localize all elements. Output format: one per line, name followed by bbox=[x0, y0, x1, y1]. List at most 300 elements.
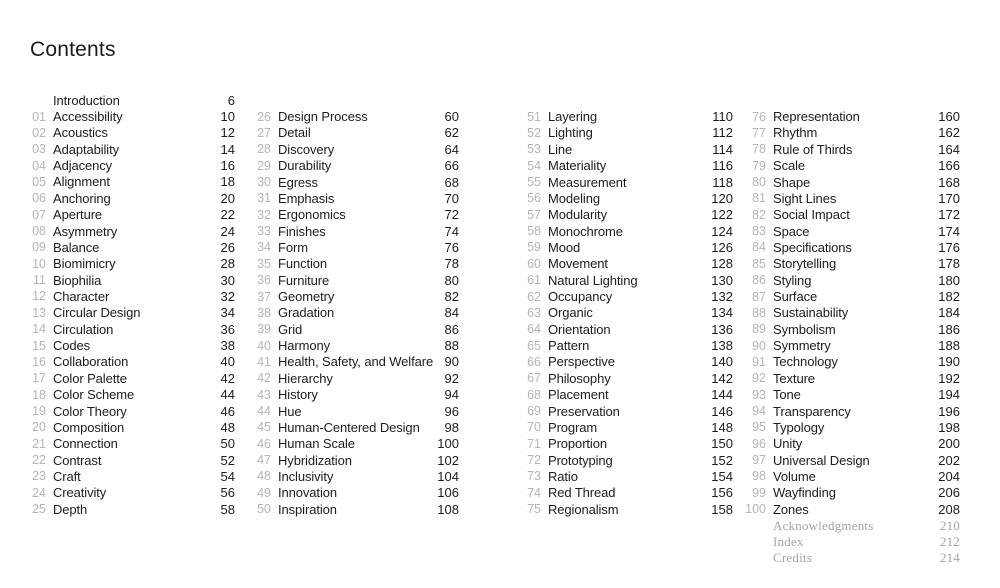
entry-title: Color Scheme bbox=[53, 387, 135, 403]
entry-title: Hierarchy bbox=[278, 370, 333, 386]
entry-title: Volume bbox=[773, 468, 816, 484]
entry-title: Composition bbox=[53, 419, 125, 435]
entry-title: Connection bbox=[53, 436, 118, 452]
entry-number: 77 bbox=[752, 125, 766, 140]
entry-page: 106 bbox=[437, 485, 459, 501]
entry-number: 92 bbox=[752, 371, 766, 386]
toc-row bbox=[523, 485, 733, 501]
entry-page: 166 bbox=[938, 158, 960, 174]
entry-number: 35 bbox=[257, 256, 271, 271]
entry-number: 12 bbox=[32, 289, 46, 304]
toc-row bbox=[523, 305, 733, 321]
entry-page: 188 bbox=[938, 338, 960, 354]
entry-number: 49 bbox=[257, 485, 271, 500]
entry-number: 70 bbox=[527, 420, 541, 435]
entry-number: 63 bbox=[527, 305, 541, 320]
toc-row bbox=[523, 207, 733, 223]
entry-page: 152 bbox=[711, 452, 733, 468]
entry-number: 19 bbox=[32, 404, 46, 418]
entry-title: Ratio bbox=[548, 468, 578, 484]
entry-title: Tone bbox=[773, 387, 801, 403]
entry-page: 42 bbox=[220, 370, 235, 386]
entry-number: 98 bbox=[752, 469, 766, 484]
entry-number: 44 bbox=[257, 404, 271, 419]
entry-title: Gradation bbox=[278, 305, 335, 321]
toc-row bbox=[28, 288, 235, 304]
entry-number: 48 bbox=[257, 469, 271, 484]
entry-title: Modularity bbox=[548, 207, 607, 223]
entry-title: Symbolism bbox=[773, 321, 836, 337]
toc-row bbox=[28, 337, 235, 353]
toc-row bbox=[28, 141, 235, 157]
entry-page: 182 bbox=[938, 289, 960, 305]
entry-title: Asymmetry bbox=[53, 223, 118, 239]
toc-row bbox=[28, 223, 235, 239]
entry-page: 86 bbox=[444, 321, 459, 337]
entry-number: 11 bbox=[33, 273, 46, 288]
toc-row bbox=[28, 386, 235, 402]
entry-page: 168 bbox=[938, 174, 960, 190]
toc-row bbox=[523, 403, 733, 419]
entry-page: 190 bbox=[938, 354, 960, 370]
toc-row bbox=[748, 207, 960, 223]
toc-row bbox=[523, 419, 733, 435]
entry-title: Accessibility bbox=[53, 109, 123, 125]
entry-page: 100 bbox=[437, 436, 459, 452]
entry-page: 120 bbox=[711, 190, 733, 206]
toc-row bbox=[748, 534, 960, 550]
toc-row bbox=[253, 452, 459, 468]
entry-number: 29 bbox=[257, 158, 271, 173]
entry-page: 140 bbox=[711, 354, 733, 370]
entry-title: Alignment bbox=[53, 174, 110, 190]
entry-title: Grid bbox=[278, 321, 303, 337]
entry-number: 10 bbox=[32, 256, 46, 271]
entry-title: Egress bbox=[278, 174, 318, 190]
entry-page: 104 bbox=[437, 468, 459, 484]
entry-page: 68 bbox=[444, 174, 459, 190]
entry-page: 196 bbox=[938, 403, 960, 419]
entry-page: 54 bbox=[220, 468, 235, 484]
entry-title: Health, Safety, and Welfare bbox=[278, 354, 434, 370]
entry-title: Pattern bbox=[548, 338, 590, 354]
entry-number: 56 bbox=[527, 191, 541, 206]
entry-number: 34 bbox=[257, 240, 271, 255]
entry-number: 83 bbox=[752, 224, 766, 239]
toc-row bbox=[523, 288, 733, 304]
entry-page: 74 bbox=[444, 223, 459, 239]
toc-row bbox=[748, 288, 960, 304]
entry-title: Acknowledgments bbox=[773, 517, 874, 533]
toc-row bbox=[748, 337, 960, 353]
entry-title: Line bbox=[548, 141, 573, 157]
entry-page: 132 bbox=[711, 289, 733, 305]
entry-title: Function bbox=[278, 256, 328, 272]
toc-row bbox=[748, 354, 960, 370]
toc-row bbox=[28, 157, 235, 173]
entry-title: Color Theory bbox=[53, 403, 127, 419]
entry-page: 124 bbox=[711, 223, 733, 239]
entry-title: Transparency bbox=[773, 403, 851, 419]
entry-number: 13 bbox=[32, 305, 46, 320]
toc-row bbox=[523, 157, 733, 173]
entry-title: Biomimicry bbox=[53, 256, 116, 272]
entry-page: 174 bbox=[938, 223, 960, 239]
entry-number: 28 bbox=[257, 142, 271, 157]
entry-title: Creativity bbox=[53, 485, 107, 501]
entry-page: 214 bbox=[939, 550, 960, 566]
toc-row bbox=[523, 321, 733, 337]
entry-number: 96 bbox=[752, 436, 766, 451]
entry-number: 75 bbox=[527, 502, 541, 517]
toc-row bbox=[748, 305, 960, 321]
entry-number: 15 bbox=[32, 338, 46, 353]
entry-page: 170 bbox=[938, 190, 960, 206]
entry-page: 64 bbox=[444, 141, 459, 157]
entry-page: 12 bbox=[220, 125, 235, 141]
entry-number: 89 bbox=[752, 322, 766, 337]
entry-number: 14 bbox=[32, 322, 46, 337]
entry-page: 118 bbox=[712, 174, 733, 190]
entry-title: Universal Design bbox=[773, 452, 870, 468]
entry-page: 180 bbox=[938, 272, 960, 288]
entry-page: 186 bbox=[938, 321, 960, 337]
entry-title: Proportion bbox=[548, 436, 607, 452]
entry-page: 24 bbox=[220, 223, 235, 239]
entry-number: 39 bbox=[257, 322, 271, 337]
toc-row bbox=[748, 125, 960, 141]
entry-page: 60 bbox=[444, 109, 459, 125]
toc-row bbox=[28, 92, 235, 108]
entry-title: Emphasis bbox=[278, 190, 335, 206]
entry-number: 40 bbox=[257, 338, 271, 353]
toc-row bbox=[253, 157, 459, 173]
entry-title: Geometry bbox=[278, 289, 335, 305]
entry-title: Measurement bbox=[548, 174, 627, 190]
entry-title: Materiality bbox=[548, 158, 607, 174]
entry-number: 85 bbox=[752, 256, 766, 271]
entry-number: 50 bbox=[257, 502, 271, 517]
toc-row bbox=[253, 125, 459, 141]
entry-number: 78 bbox=[752, 142, 766, 157]
toc-row bbox=[523, 370, 733, 386]
toc-row bbox=[253, 256, 459, 272]
entry-title: Typology bbox=[773, 419, 825, 435]
entry-number: 99 bbox=[752, 485, 766, 500]
entry-number: 43 bbox=[257, 387, 271, 402]
toc-column-3 bbox=[523, 108, 733, 517]
entry-page: 20 bbox=[220, 190, 235, 206]
entry-page: 202 bbox=[938, 452, 960, 468]
toc-row bbox=[748, 174, 960, 190]
entry-number: 30 bbox=[257, 175, 271, 189]
toc-row bbox=[28, 436, 235, 452]
toc-row bbox=[28, 501, 235, 517]
entry-number: 61 bbox=[527, 273, 541, 288]
entry-title: Mood bbox=[548, 239, 581, 255]
entry-title: Regionalism bbox=[548, 501, 619, 517]
entry-title: Red Thread bbox=[548, 485, 616, 501]
entry-title: Anchoring bbox=[53, 190, 111, 206]
toc-row bbox=[253, 141, 459, 157]
entry-title: Biophilia bbox=[53, 272, 102, 288]
entry-page: 30 bbox=[220, 272, 235, 288]
entry-title: Inclusivity bbox=[278, 468, 334, 484]
entry-number: 53 bbox=[527, 142, 541, 157]
entry-number: 33 bbox=[257, 224, 271, 239]
entry-title: Occupancy bbox=[548, 289, 613, 305]
entry-number: 52 bbox=[527, 125, 541, 140]
entry-page: 10 bbox=[220, 109, 235, 125]
entry-title: Adjacency bbox=[53, 158, 113, 174]
toc-row bbox=[748, 370, 960, 386]
entry-title: Natural Lighting bbox=[548, 272, 638, 288]
entry-title: Ergonomics bbox=[278, 207, 346, 223]
entry-number: 67 bbox=[527, 371, 541, 386]
toc-column-1 bbox=[28, 92, 235, 517]
entry-page: 114 bbox=[712, 141, 733, 157]
entry-number: 68 bbox=[527, 387, 541, 402]
toc-row bbox=[748, 108, 960, 124]
entry-title: Contrast bbox=[53, 452, 102, 468]
entry-title: Symmetry bbox=[773, 338, 831, 354]
toc-row bbox=[28, 452, 235, 468]
entry-page: 50 bbox=[220, 436, 235, 452]
entry-page: 150 bbox=[711, 436, 733, 452]
toc-row bbox=[253, 239, 459, 255]
entry-title: Monochrome bbox=[548, 223, 623, 239]
toc-row bbox=[523, 337, 733, 353]
entry-title: Movement bbox=[548, 256, 608, 272]
toc-row bbox=[253, 337, 459, 353]
entry-number: 45 bbox=[257, 420, 271, 435]
entry-title: Space bbox=[773, 223, 810, 239]
entry-page: 16 bbox=[220, 158, 235, 174]
entry-number: 36 bbox=[257, 273, 271, 288]
entry-page: 32 bbox=[220, 288, 235, 304]
toc-row bbox=[253, 403, 459, 419]
page-title: Contents bbox=[30, 38, 116, 62]
entry-title: Rhythm bbox=[773, 125, 818, 141]
entry-number: 27 bbox=[257, 125, 271, 140]
entry-page: 94 bbox=[444, 387, 459, 403]
toc-row bbox=[523, 501, 733, 517]
entry-number: 91 bbox=[752, 354, 766, 369]
entry-title: Technology bbox=[773, 354, 838, 370]
entry-title: Storytelling bbox=[773, 256, 837, 272]
entry-number: 04 bbox=[32, 158, 46, 173]
entry-page: 160 bbox=[938, 109, 960, 125]
entry-page: 36 bbox=[220, 321, 235, 337]
entry-number: 60 bbox=[527, 256, 541, 271]
entry-title: Program bbox=[548, 419, 598, 435]
toc-row bbox=[523, 125, 733, 141]
entry-title: Preservation bbox=[548, 403, 620, 419]
toc-row bbox=[748, 468, 960, 484]
entry-title: Aperture bbox=[53, 207, 103, 223]
entry-title: Placement bbox=[548, 387, 609, 403]
entry-title: Balance bbox=[53, 239, 100, 255]
entry-number: 09 bbox=[32, 240, 46, 255]
entry-title: Human-Centered Design bbox=[278, 419, 420, 435]
entry-title: Perspective bbox=[548, 354, 615, 370]
entry-page: 158 bbox=[711, 501, 733, 517]
entry-page: 102 bbox=[437, 452, 459, 468]
entry-title: Social Impact bbox=[773, 207, 850, 223]
entry-page: 96 bbox=[444, 403, 459, 419]
toc-row bbox=[748, 190, 960, 206]
entry-title: Modeling bbox=[548, 190, 600, 206]
entry-number: 88 bbox=[752, 305, 766, 320]
entry-title: Adaptability bbox=[53, 141, 120, 157]
toc-row bbox=[748, 452, 960, 468]
toc-row bbox=[523, 239, 733, 255]
entry-page: 66 bbox=[444, 158, 459, 174]
entry-page: 110 bbox=[712, 109, 733, 125]
entry-page: 34 bbox=[220, 305, 235, 321]
entry-page: 138 bbox=[711, 338, 733, 354]
entry-title: Organic bbox=[548, 305, 593, 321]
entry-page: 76 bbox=[444, 239, 459, 255]
entry-page: 184 bbox=[938, 305, 960, 321]
entry-number: 24 bbox=[32, 485, 46, 500]
toc-row bbox=[748, 387, 960, 403]
entry-number: 74 bbox=[527, 485, 541, 500]
entry-number: 08 bbox=[32, 224, 46, 239]
toc-row bbox=[748, 157, 960, 173]
entry-title: Prototyping bbox=[548, 452, 613, 468]
toc-row bbox=[28, 125, 235, 141]
entry-page: 204 bbox=[938, 468, 960, 484]
entry-number: 25 bbox=[32, 502, 46, 517]
toc-row bbox=[28, 370, 235, 386]
toc-row bbox=[748, 485, 960, 501]
entry-page: 212 bbox=[939, 533, 960, 549]
entry-number: 66 bbox=[527, 354, 541, 369]
entry-number: 65 bbox=[527, 338, 541, 353]
entry-number: 02 bbox=[32, 125, 46, 140]
entry-number: 42 bbox=[257, 371, 271, 386]
toc-row bbox=[748, 223, 960, 239]
toc-row bbox=[253, 485, 459, 501]
entry-number: 26 bbox=[257, 109, 271, 124]
entry-page: 176 bbox=[938, 239, 960, 255]
entry-title: Sustainability bbox=[773, 305, 849, 321]
toc-row bbox=[253, 419, 459, 435]
entry-page: 198 bbox=[938, 419, 960, 435]
toc-row bbox=[28, 321, 235, 337]
entry-number: 18 bbox=[32, 387, 46, 402]
entry-page: 112 bbox=[712, 125, 733, 141]
toc-row bbox=[748, 419, 960, 435]
toc-row bbox=[28, 485, 235, 501]
entry-page: 82 bbox=[444, 289, 459, 305]
entry-number: 59 bbox=[527, 240, 541, 255]
entry-title: Character bbox=[53, 288, 110, 304]
entry-number: 86 bbox=[752, 273, 766, 288]
entry-title: Discovery bbox=[278, 141, 335, 157]
entry-title: Codes bbox=[53, 338, 91, 354]
entry-number: 54 bbox=[527, 158, 541, 173]
toc-row bbox=[253, 321, 459, 337]
entry-number: 58 bbox=[527, 224, 541, 239]
entry-title: Inspiration bbox=[278, 501, 337, 517]
entry-title: Scale bbox=[773, 158, 806, 174]
entry-title: Form bbox=[278, 239, 308, 255]
entry-number: 76 bbox=[752, 109, 766, 124]
entry-number: 07 bbox=[32, 207, 46, 222]
entry-title: Rule of Thirds bbox=[773, 141, 853, 157]
toc-row bbox=[523, 452, 733, 468]
entry-page: 142 bbox=[711, 370, 733, 386]
toc-row bbox=[748, 239, 960, 255]
toc-row bbox=[523, 272, 733, 288]
entry-page: 128 bbox=[711, 256, 733, 272]
toc-row bbox=[523, 141, 733, 157]
entry-title: Acoustics bbox=[53, 125, 108, 141]
toc-row bbox=[28, 468, 235, 484]
entry-page: 206 bbox=[938, 485, 960, 501]
entry-title: Layering bbox=[548, 109, 598, 125]
entry-title: Index bbox=[773, 533, 804, 549]
toc-row bbox=[28, 354, 235, 370]
entry-title: Furniture bbox=[278, 272, 330, 288]
toc-row bbox=[748, 436, 960, 452]
toc-row bbox=[748, 403, 960, 419]
entry-page: 148 bbox=[711, 419, 733, 435]
entry-title: Durability bbox=[278, 158, 332, 174]
toc-row bbox=[253, 501, 459, 517]
entry-number: 22 bbox=[32, 453, 46, 468]
entry-number: 41 bbox=[257, 354, 271, 369]
entry-number: 20 bbox=[32, 420, 46, 435]
entry-number: 46 bbox=[257, 436, 271, 451]
toc-row bbox=[523, 387, 733, 403]
entry-page: 58 bbox=[220, 501, 235, 517]
toc-row bbox=[748, 272, 960, 288]
entry-page: 6 bbox=[227, 92, 235, 108]
entry-number: 38 bbox=[257, 305, 271, 320]
entry-title: Collaboration bbox=[53, 354, 129, 370]
entry-number: 21 bbox=[32, 436, 46, 451]
entry-page: 78 bbox=[444, 256, 459, 272]
entry-number: 95 bbox=[752, 420, 766, 435]
entry-page: 130 bbox=[711, 272, 733, 288]
toc-row bbox=[748, 256, 960, 272]
entry-title: Design Process bbox=[278, 109, 368, 125]
toc-column-2 bbox=[253, 108, 459, 517]
toc-row bbox=[28, 207, 235, 223]
entry-number: 57 bbox=[527, 207, 541, 222]
entry-page: 44 bbox=[220, 387, 235, 403]
entry-title: Detail bbox=[278, 125, 311, 141]
entry-title: Circular Design bbox=[53, 305, 141, 321]
toc-row bbox=[253, 108, 459, 124]
entry-page: 172 bbox=[938, 207, 960, 223]
entry-number: 47 bbox=[257, 453, 271, 468]
entry-title: Introduction bbox=[53, 92, 120, 108]
toc-row bbox=[523, 223, 733, 239]
toc-row bbox=[28, 305, 235, 321]
entry-page: 18 bbox=[220, 174, 235, 190]
entry-number: 97 bbox=[752, 453, 766, 468]
entry-page: 122 bbox=[711, 207, 733, 223]
entry-number: 82 bbox=[752, 207, 766, 222]
entry-page: 14 bbox=[220, 141, 235, 157]
toc-row bbox=[253, 468, 459, 484]
entry-page: 98 bbox=[444, 419, 459, 435]
toc-row bbox=[745, 501, 960, 517]
